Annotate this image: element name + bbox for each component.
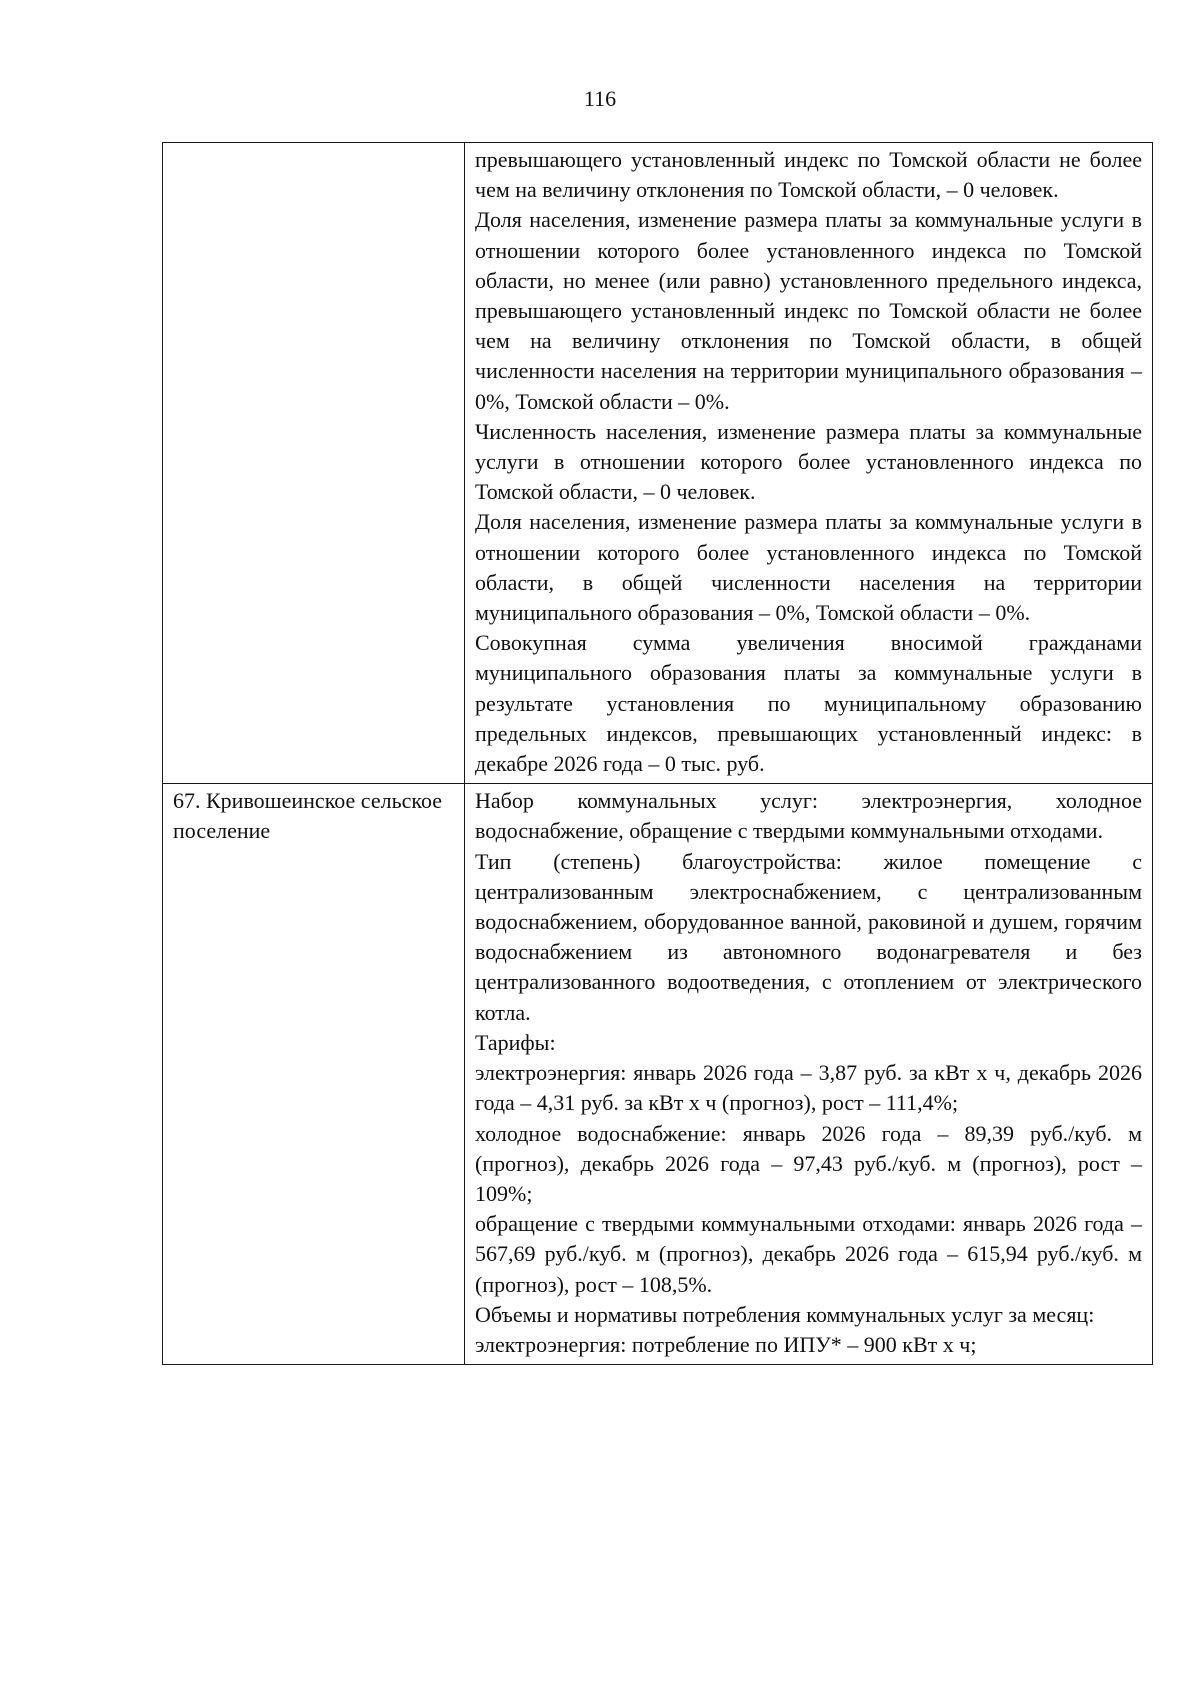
paragraph: Совокупная сумма увеличения вносимой гражданами муниципального образования платы за коммунальные услуги в результате установления по муниципальному образованию предельных индексов, превышающих установленный индекс: в декабре 2026 года – 0 тыс. руб.: [475, 630, 1142, 777]
description-cell: [465, 143, 1153, 784]
municipality-cell: [163, 143, 465, 784]
indices-table: [162, 142, 1153, 1365]
paragraph: Тип (степень) благоустройства: жилое помещение с централизованным электроснабжением, с централизованным водоснабжением, оборудованное ванной, раковиной и душем, горячим водоснабжением из автономного водонагревателя и без централизованного водоотведения, с отоплением от электрического котла.: [475, 848, 1142, 1025]
paragraph: Доля населения, изменение размера платы за коммунальные услуги в отношении которого более установленного индекса по Томской области, но менее (или равно) установленного предельного индекса, превышающего установленный индекс по Томской области не более чем на величину отклонения по Томской области, в общей численности населения на территории муниципального образования – 0%, Томской области – 0%.: [475, 207, 1142, 414]
paragraph: Тарифы:: [475, 1029, 556, 1055]
paragraph: холодное водоснабжение: январь 2026 года – 89,39 руб./куб. м (прогноз), декабрь 2026 года – 97,43 руб./куб. м (прогноз), рост – 109%;: [475, 1120, 1142, 1206]
table-row: [163, 143, 1153, 784]
description-cell: [465, 784, 1153, 1365]
paragraph: Численность населения, изменение размера платы за коммунальные услуги в отношении которого более установленного индекса по Томской области, – 0 человек.: [475, 418, 1142, 505]
paragraph: обращение с твердыми коммунальными отходами: январь 2026 года – 567,69 руб./куб. м (прогноз), декабрь 2026 года – 615,94 руб./куб. м (прогноз), рост – 108,5%.: [475, 1211, 1142, 1297]
paragraph: Набор коммунальных услуг: электроэнергия, холодное водоснабжение, обращение с твердыми коммунальными отходами.: [475, 788, 1142, 844]
paragraph: Доля населения, изменение размера платы за коммунальные услуги в отношении которого более установленного индекса по Томской области, в общей численности населения на территории муниципального образования – 0%, Томской области – 0%.: [475, 509, 1142, 626]
paragraph: электроэнергия: январь 2026 года – 3,87 руб. за кВт х ч, декабрь 2026 года – 4,31 руб. за кВт х ч (прогноз), рост – 111,4%;: [475, 1060, 1142, 1116]
paragraph: Объемы и нормативы потребления коммунальных услуг за месяц:: [475, 1301, 1095, 1327]
table-row: [163, 784, 1153, 1365]
paragraph: превышающего установленный индекс по Томской области не более чем на величину отклонения по Томской области, – 0 человек.: [475, 147, 1142, 203]
page-number: 116: [583, 86, 617, 111]
municipality-name: 67. Кривошеинское сельское поселение: [173, 788, 442, 844]
municipality-cell: [163, 784, 465, 1365]
paragraph: электроэнергия: потребление по ИПУ* – 900 кВт х ч;: [475, 1331, 977, 1357]
